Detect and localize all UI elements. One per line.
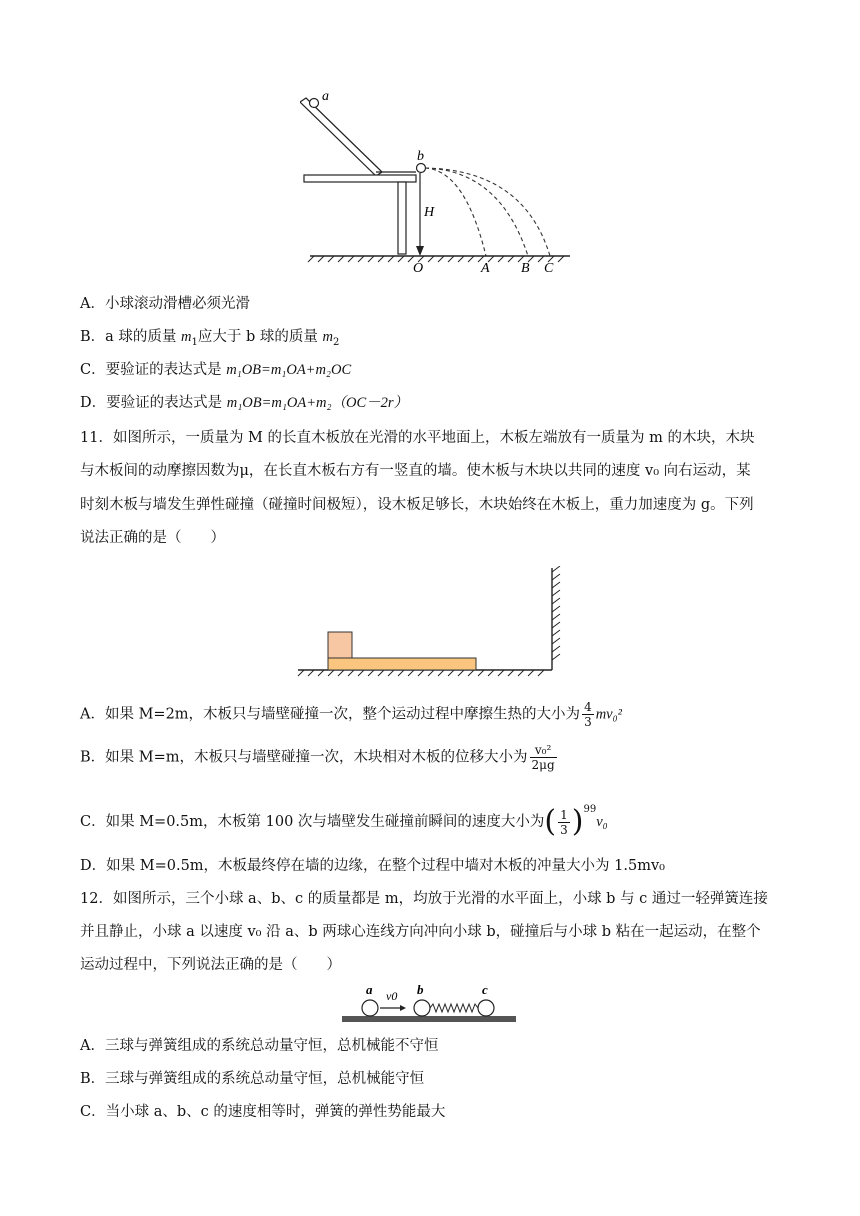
label-a: a (322, 90, 329, 104)
label-O: O (413, 261, 424, 275)
q12-stem-line2: 并且静止，小球 a 以速度 v₀ 沿 a、b 两球心连线方向冲向小球 b，碰撞后与小球 b 粘在一起运动，在整个 (80, 924, 761, 940)
q12-option-c: C．当小球 a、b、c 的速度相等时，弹簧的弹性势能最大 (80, 1104, 446, 1120)
ball-c (478, 1000, 494, 1016)
ball-b (414, 1000, 430, 1016)
label-b: b (417, 149, 424, 164)
ball-a (310, 99, 319, 108)
long-board (328, 658, 476, 670)
label-b: b (417, 982, 424, 997)
ball-b (417, 164, 426, 173)
figure-projectile-apparatus (300, 90, 580, 275)
q10-option-c: C．要验证的表达式是 m₁OB=m₁OA+m₂OC (80, 362, 352, 378)
q11-stem-line2: 与木板间的动摩擦因数为μ，在长直木板右方有一竖直的墙。使木板与木块以共同的速度 v₀ 向右运动，某 (80, 463, 751, 479)
q11-option-a: A．如果 M=2m，木板只与墙壁碰撞一次，整个运动过程中摩擦生热的大小为 $\frac{4}{3}$ mv₀² (80, 700, 622, 729)
q11-option-c: C．如果 M=0.5m，木板第 100 次与墙壁发生碰撞前瞬间的速度大小为( $\frac{1}{3}$ )$^{99}$v₀ (80, 804, 608, 839)
q11-stem-line1: 11．如图所示，一质量为 M 的长直木板放在光滑的水平地面上，木板左端放有一质量为 m 的木块，木块 (80, 430, 755, 446)
ball-a (362, 1000, 378, 1016)
q12-stem-line1: 12．如图所示，三个小球 a、b、c 的质量都是 m，均放于光滑的水平面上，小球 b 与 c 通过一轻弹簧连接 (80, 891, 768, 907)
label-C: C (544, 261, 554, 275)
figure-three-balls-spring (340, 982, 520, 1026)
label-a: a (366, 982, 373, 997)
label-c: c (482, 982, 488, 997)
q11-option-b: B．如果 M=m，木板只与墙壁碰撞一次，木块相对木板的位移大小为 $\frac{\text{v₀²}}{2\mu g}$ (80, 743, 555, 772)
q12-stem-line3: 运动过程中，下列说法正确的是（ ） (80, 957, 341, 973)
label-A: A (481, 261, 490, 275)
ground-strip (342, 1016, 516, 1022)
q12-option-b: B．三球与弹簧组成的系统总动量守恒，总机械能守恒 (80, 1071, 425, 1087)
q10-option-b: B．a 球的质量 $m_1$应大于 b 球的质量 $m_2$ (80, 329, 340, 348)
label-H: H (424, 205, 435, 220)
q10-option-d: D．要验证的表达式是 m₁OB=m₁OA+m₂（OC－2r） (80, 395, 409, 411)
label-v0: v0 (386, 989, 398, 1003)
label-B: B (521, 261, 530, 275)
q12-option-a: A．三球与弹簧组成的系统总动量守恒，总机械能不守恒 (80, 1038, 439, 1054)
wood-block (328, 632, 352, 658)
q10-option-a: A．小球滚动滑槽必须光滑 (80, 296, 250, 312)
q11-stem-line3: 时刻木板与墙发生弹性碰撞（碰撞时间极短），设木板足够长，木块始终在木板上，重力加速度为 g。下列 (80, 497, 754, 513)
figure-board-wall (296, 566, 566, 678)
spring (430, 1004, 478, 1012)
q11-option-d: D．如果 M=0.5m，木板最终停在墙的边缘，在整个过程中墙对木板的冲量大小为 1.5mv₀ (80, 858, 665, 874)
q11-stem-line4: 说法正确的是（ ） (80, 530, 225, 546)
